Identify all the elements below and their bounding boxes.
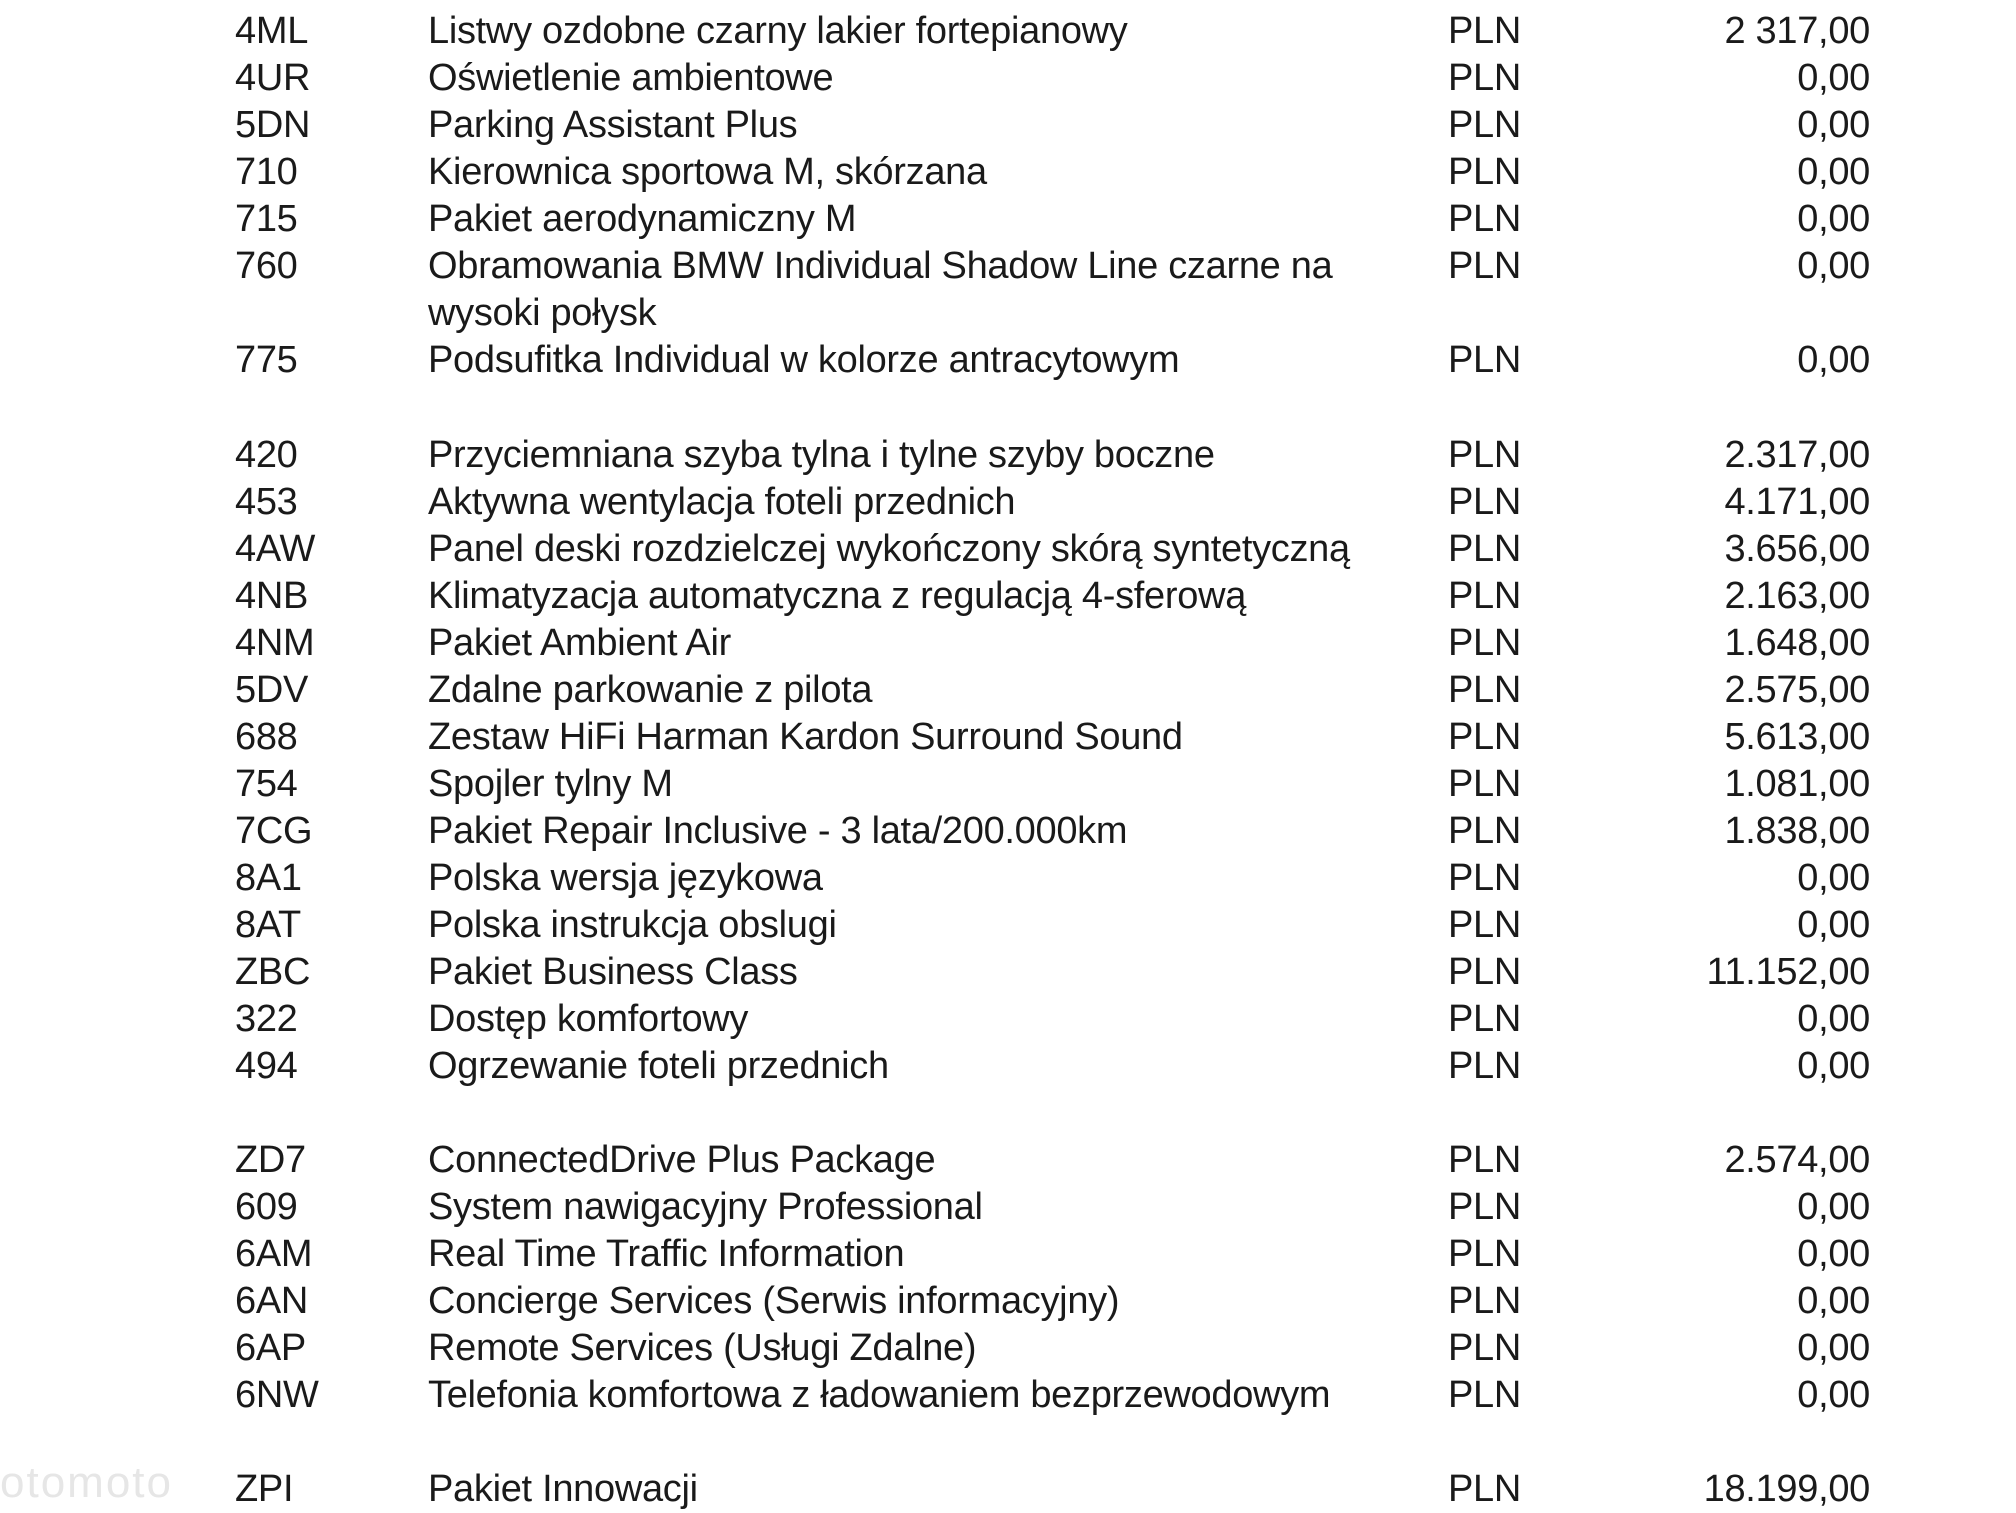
table-row [0,1372,2016,1419]
option-description: Parking Assistant Plus [428,104,798,146]
option-description: Zestaw HiFi Harman Kardon Surround Sound [428,716,1183,758]
option-currency: PLN [1448,575,1522,617]
option-currency: PLN [1448,857,1522,899]
option-currency: PLN [1448,904,1522,946]
option-description: Spojler tylny M [428,763,673,805]
table-row [0,1231,2016,1278]
option-price: 0,00 [1797,857,1870,899]
option-currency: PLN [1448,151,1522,193]
table-row [0,620,2016,667]
table-row [0,196,2016,243]
option-price: 2.317,00 [1724,434,1870,476]
option-price: 2.575,00 [1724,669,1870,711]
table-row [0,8,2016,55]
table-row [0,526,2016,573]
option-currency: PLN [1448,57,1522,99]
options-section-3 [0,1137,2016,1419]
option-price: 0,00 [1797,104,1870,146]
option-price: 2.574,00 [1724,1139,1870,1181]
table-row [0,1137,2016,1184]
option-description: Remote Services (Usługi Zdalne) [428,1327,977,1369]
option-description: Real Time Traffic Information [428,1233,905,1275]
option-currency: PLN [1448,998,1522,1040]
table-row [0,714,2016,761]
option-description: Pakiet aerodynamiczny M [428,198,857,240]
option-currency: PLN [1448,528,1522,570]
option-code: 775 [235,339,298,381]
table-row [0,855,2016,902]
option-currency: PLN [1448,434,1522,476]
option-code: 6AN [235,1280,309,1322]
option-code: 4NM [235,622,315,664]
option-currency: PLN [1448,1045,1522,1087]
option-price: 4.171,00 [1724,481,1870,523]
option-price: 1.648,00 [1724,622,1870,664]
option-code: 754 [235,763,298,805]
option-currency: PLN [1448,10,1522,52]
option-price: 0,00 [1797,57,1870,99]
option-code: 8A1 [235,857,302,899]
option-code: 6NW [235,1374,319,1416]
option-description: Polska instrukcja obslugi [428,904,837,946]
option-description: Concierge Services (Serwis informacyjny) [428,1280,1120,1322]
option-price: 0,00 [1797,151,1870,193]
option-description: ConnectedDrive Plus Package [428,1139,936,1181]
option-currency: PLN [1448,1374,1522,1416]
option-price: 18.199,00 [1703,1468,1870,1510]
option-price: 0,00 [1797,1045,1870,1087]
option-description: Przyciemniana szyba tylna i tylne szyby boczne [428,434,1215,476]
option-code: 6AP [235,1327,306,1369]
option-code: 8AT [235,904,301,946]
option-code: 494 [235,1045,298,1087]
table-row [0,667,2016,714]
options-section-2 [0,432,2016,1090]
option-description: Zdalne parkowanie z pilota [428,669,873,711]
option-currency: PLN [1448,716,1522,758]
option-description: Pakiet Repair Inclusive - 3 lata/200.000km [428,810,1128,852]
option-code: 5DN [235,104,311,146]
option-currency: PLN [1448,951,1522,993]
option-price: 3.656,00 [1724,528,1870,570]
option-currency: PLN [1448,1186,1522,1228]
table-row [0,996,2016,1043]
table-row [0,1278,2016,1325]
option-currency: PLN [1448,622,1522,664]
option-price: 2.163,00 [1724,575,1870,617]
option-code: 4NB [235,575,309,617]
table-row [0,479,2016,526]
option-price: 0,00 [1797,904,1870,946]
option-code: 453 [235,481,298,523]
option-code: ZD7 [235,1139,306,1181]
option-description: Pakiet Innowacji [428,1468,698,1510]
table-row [0,432,2016,479]
option-price: 0,00 [1797,198,1870,240]
option-description: Dostęp komfortowy [428,998,749,1040]
option-currency: PLN [1448,481,1522,523]
table-row [0,1043,2016,1090]
watermark-logo: otomoto [0,1458,173,1507]
table-row [0,902,2016,949]
option-description: Telefonia komfortowa z ładowaniem bezprzewodowym [428,1374,1331,1416]
options-section-1 [0,8,2016,384]
option-code: 322 [235,998,298,1040]
option-description: Aktywna wentylacja foteli przednich [428,481,1016,523]
option-currency: PLN [1448,1233,1522,1275]
option-price: 0,00 [1797,1233,1870,1275]
option-price: 1.081,00 [1724,763,1870,805]
option-price: 0,00 [1797,1280,1870,1322]
option-price: 0,00 [1797,998,1870,1040]
option-description: Podsufitka Individual w kolorze antracytowym [428,339,1180,381]
table-row [0,761,2016,808]
option-code: 7CG [235,810,313,852]
option-code: 688 [235,716,298,758]
option-code: ZPI [235,1468,294,1510]
option-code: 710 [235,151,298,193]
option-description: Panel deski rozdzielczej wykończony skórą syntetyczną [428,528,1350,570]
option-price: 11.152,00 [1706,951,1870,993]
table-row [0,243,2016,337]
option-description: Kierownica sportowa M, skórzana [428,151,987,193]
option-currency: PLN [1448,339,1522,381]
table-row [0,1325,2016,1372]
option-code: ZBC [235,951,311,993]
option-description: Pakiet Ambient Air [428,622,731,664]
option-currency: PLN [1448,1468,1522,1510]
option-description: Klimatyzacja automatyczna z regulacją 4-sferową [428,575,1247,617]
option-price: 2 317,00 [1724,10,1870,52]
option-currency: PLN [1448,245,1522,287]
option-currency: PLN [1448,1280,1522,1322]
option-code: 715 [235,198,298,240]
option-code: 4AW [235,528,316,570]
option-description: Ogrzewanie foteli przednich [428,1045,889,1087]
option-code: 609 [235,1186,298,1228]
option-description: Pakiet Business Class [428,951,798,993]
option-currency: PLN [1448,1139,1522,1181]
table-row [0,808,2016,855]
option-price: 0,00 [1797,1186,1870,1228]
option-description: System nawigacyjny Professional [428,1186,983,1228]
option-currency: PLN [1448,763,1522,805]
option-price: 5.613,00 [1724,716,1870,758]
option-currency: PLN [1448,810,1522,852]
options-section-4 [0,1466,2016,1513]
option-currency: PLN [1448,1327,1522,1369]
table-row [0,102,2016,149]
option-price: 0,00 [1797,339,1870,381]
table-row [0,149,2016,196]
option-description: Polska wersja językowa [428,857,823,899]
table-row [0,949,2016,996]
option-price: 0,00 [1797,1374,1870,1416]
option-code: 5DV [235,669,309,711]
option-currency: PLN [1448,104,1522,146]
table-row [0,1184,2016,1231]
option-currency: PLN [1448,669,1522,711]
option-code: 4UR [235,57,311,99]
option-description: Listwy ozdobne czarny lakier fortepianowy [428,10,1128,52]
option-description: Obramowania BMW Individual Shadow Line czarne na wysoki połysk [428,245,1333,334]
option-code: 760 [235,245,298,287]
option-currency: PLN [1448,198,1522,240]
table-row [0,573,2016,620]
option-price: 1.838,00 [1724,810,1870,852]
option-price: 0,00 [1797,245,1870,287]
table-row [0,1466,2016,1513]
option-code: 4ML [235,10,309,52]
table-row [0,337,2016,384]
option-price: 0,00 [1797,1327,1870,1369]
option-code: 420 [235,434,298,476]
option-description: Oświetlenie ambientowe [428,57,834,99]
option-code: 6AM [235,1233,313,1275]
table-row [0,55,2016,102]
